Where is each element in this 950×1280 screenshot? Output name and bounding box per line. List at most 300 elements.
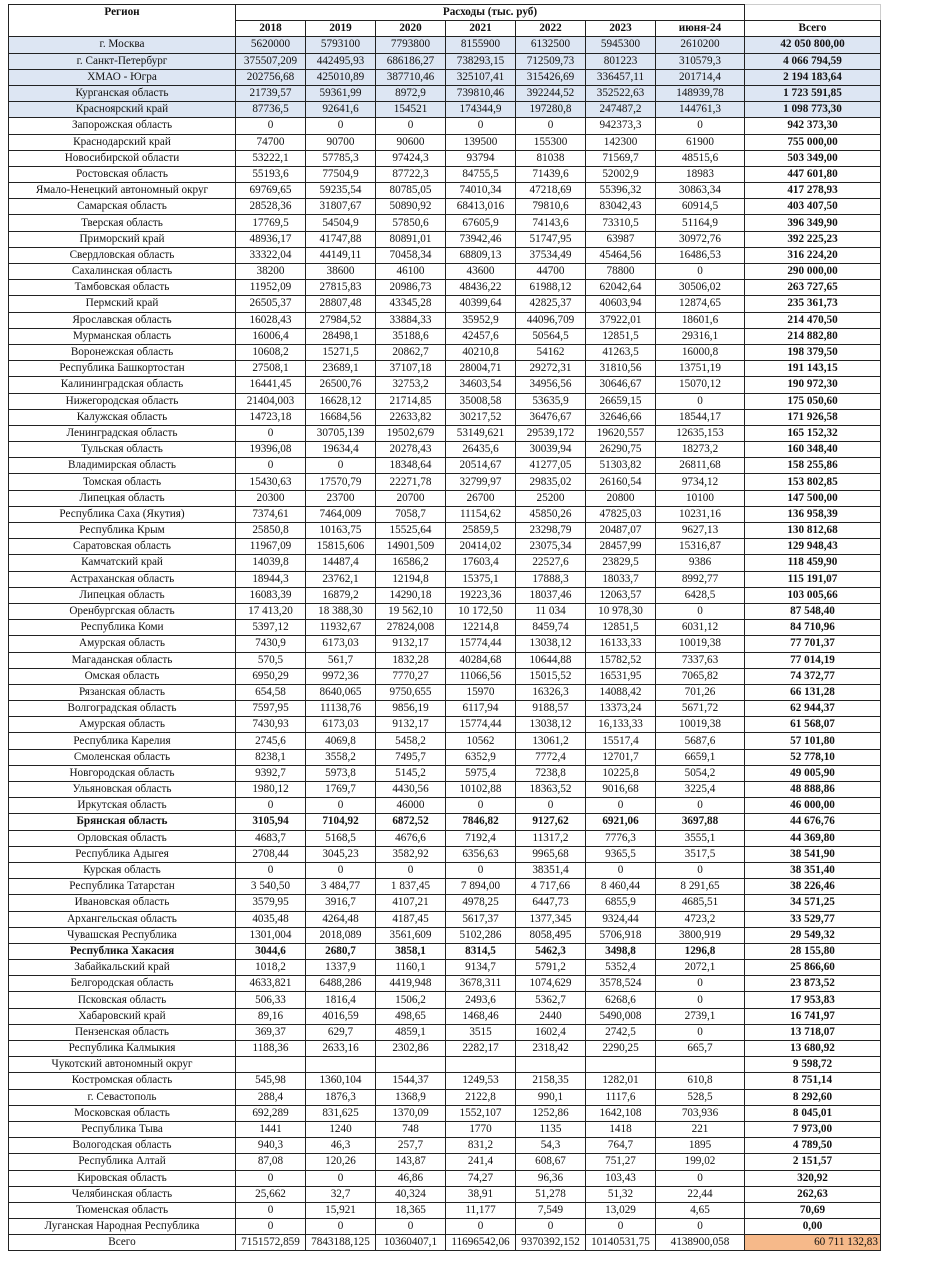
region-cell: Новосибирской области xyxy=(9,150,236,166)
region-cell: Ярославская область xyxy=(9,312,236,328)
value-cell: 81038 xyxy=(516,150,586,166)
value-cell: 40603,94 xyxy=(586,296,656,312)
value-cell: 6173,03 xyxy=(306,717,376,733)
value-cell: 13038,12 xyxy=(516,717,586,733)
summary-label: Всего xyxy=(9,1235,236,1251)
total-cell: 417 278,93 xyxy=(745,183,881,199)
value-cell: 48936,17 xyxy=(236,231,306,247)
value-cell: 831,2 xyxy=(446,1138,516,1154)
region-cell: Омская область xyxy=(9,668,236,684)
region-cell: Брянская область xyxy=(9,814,236,830)
value-cell: 3558,2 xyxy=(306,749,376,765)
region-cell: Приморский край xyxy=(9,231,236,247)
value-cell: 10019,38 xyxy=(656,717,745,733)
value-cell: 68809,13 xyxy=(446,247,516,263)
value-cell: 32753,2 xyxy=(376,377,446,393)
value-cell: 0 xyxy=(236,1202,306,1218)
value-cell: 6428,5 xyxy=(656,587,745,603)
value-cell: 12851,5 xyxy=(586,620,656,636)
value-cell: 16083,39 xyxy=(236,587,306,603)
value-cell: 44149,11 xyxy=(306,247,376,263)
region-cell: г. Москва xyxy=(9,37,236,53)
region-cell: Республика Саха (Якутия) xyxy=(9,506,236,522)
value-cell: 0 xyxy=(446,1219,516,1235)
total-cell: 49 005,90 xyxy=(745,765,881,781)
table-row xyxy=(9,1089,881,1105)
value-cell: 5490,008 xyxy=(586,1008,656,1024)
total-cell: 1 098 773,30 xyxy=(745,102,881,118)
value-cell: 4430,56 xyxy=(376,782,446,798)
value-cell: 1160,1 xyxy=(376,960,446,976)
value-cell: 4685,51 xyxy=(656,895,745,911)
value-cell: 16326,3 xyxy=(516,684,586,700)
value-cell: 608,67 xyxy=(516,1154,586,1170)
value-cell: 1360,104 xyxy=(306,1073,376,1089)
value-cell: 53635,9 xyxy=(516,393,586,409)
value-cell: 50564,5 xyxy=(516,328,586,344)
value-cell: 0 xyxy=(446,862,516,878)
total-cell: 8 045,01 xyxy=(745,1105,881,1121)
value-cell: 35188,6 xyxy=(376,328,446,344)
value-cell: 8155900 xyxy=(446,37,516,53)
value-cell: 990,1 xyxy=(516,1089,586,1105)
value-cell: 45464,56 xyxy=(586,247,656,263)
value-cell: 32799,97 xyxy=(446,474,516,490)
total-cell: 136 958,39 xyxy=(745,506,881,522)
table-row xyxy=(9,636,881,652)
total-cell: 942 373,30 xyxy=(745,118,881,134)
value-cell: 18,365 xyxy=(376,1202,446,1218)
value-cell: 0 xyxy=(656,264,745,280)
value-cell: 15815,606 xyxy=(306,539,376,555)
value-cell: 3517,5 xyxy=(656,846,745,862)
total-cell: 38 541,90 xyxy=(745,846,881,862)
value-cell: 87722,3 xyxy=(376,166,446,182)
value-cell: 30705,139 xyxy=(306,425,376,441)
table-row xyxy=(9,490,881,506)
value-cell: 2440 xyxy=(516,1008,586,1024)
value-cell: 7430,9 xyxy=(236,636,306,652)
value-cell: 84755,5 xyxy=(446,166,516,182)
table-row xyxy=(9,1170,881,1186)
value-cell: 570,5 xyxy=(236,652,306,668)
value-cell: 288,4 xyxy=(236,1089,306,1105)
table-row xyxy=(9,53,881,69)
region-cell: Республика Алтай xyxy=(9,1154,236,1170)
value-cell: 2302,86 xyxy=(376,1041,446,1057)
table-row xyxy=(9,506,881,522)
value-cell: 19502,679 xyxy=(376,425,446,441)
region-cell: Пермский край xyxy=(9,296,236,312)
value-cell: 3044,6 xyxy=(236,943,306,959)
table-row xyxy=(9,976,881,992)
value-cell: 8972,9 xyxy=(376,85,446,101)
value-cell: 10231,16 xyxy=(656,506,745,522)
value-cell: 1018,2 xyxy=(236,960,306,976)
value-cell: 50890,92 xyxy=(376,199,446,215)
table-row xyxy=(9,879,881,895)
total-cell: 34 571,25 xyxy=(745,895,881,911)
value-cell: 19223,36 xyxy=(446,587,516,603)
table-row xyxy=(9,571,881,587)
total-cell: 171 926,58 xyxy=(745,409,881,425)
total-cell: 29 549,32 xyxy=(745,927,881,943)
value-cell: 38,91 xyxy=(446,1186,516,1202)
value-cell: 392244,52 xyxy=(516,85,586,101)
value-cell: 5362,7 xyxy=(516,992,586,1008)
region-cell: Чувашская Республика xyxy=(9,927,236,943)
value-cell: 10225,8 xyxy=(586,765,656,781)
value-cell: 5671,72 xyxy=(656,701,745,717)
value-cell: 9132,17 xyxy=(376,636,446,652)
value-cell: 21714,85 xyxy=(376,393,446,409)
total-cell: 403 407,50 xyxy=(745,199,881,215)
value-cell: 7846,82 xyxy=(446,814,516,830)
value-cell: 63987 xyxy=(586,231,656,247)
value-cell: 4107,21 xyxy=(376,895,446,911)
value-cell: 18544,17 xyxy=(656,409,745,425)
table-row xyxy=(9,264,881,280)
region-cell: Республика Башкортостан xyxy=(9,361,236,377)
table-row xyxy=(9,442,881,458)
value-cell: 38351,4 xyxy=(516,862,586,878)
value-cell: 6488,286 xyxy=(306,976,376,992)
region-cell: Липецкая область xyxy=(9,490,236,506)
value-cell: 10102,88 xyxy=(446,782,516,798)
value-cell: 6117,94 xyxy=(446,701,516,717)
total-cell: 290 000,00 xyxy=(745,264,881,280)
table-row xyxy=(9,668,881,684)
value-cell: 31807,67 xyxy=(306,199,376,215)
total-cell: 4 789,50 xyxy=(745,1138,881,1154)
value-cell: 57785,3 xyxy=(306,150,376,166)
value-cell: 1468,46 xyxy=(446,1008,516,1024)
value-cell: 692,289 xyxy=(236,1105,306,1121)
value-cell: 1544,37 xyxy=(376,1073,446,1089)
region-cell: Новгородская область xyxy=(9,765,236,781)
value-cell: 0 xyxy=(376,1219,446,1235)
value-cell: 16531,95 xyxy=(586,668,656,684)
table-row xyxy=(9,344,881,360)
value-cell: 12701,7 xyxy=(586,749,656,765)
value-cell: 20986,73 xyxy=(376,280,446,296)
value-cell: 15430,63 xyxy=(236,474,306,490)
table-row xyxy=(9,1186,881,1202)
value-cell: 13751,19 xyxy=(656,361,745,377)
region-cell: Ленинградская область xyxy=(9,425,236,441)
summary-value-cell: 7151572,859 xyxy=(236,1235,306,1251)
value-cell: 6872,52 xyxy=(376,814,446,830)
total-cell: 755 000,00 xyxy=(745,134,881,150)
value-cell xyxy=(516,1057,586,1073)
value-cell: 87,08 xyxy=(236,1154,306,1170)
table-row xyxy=(9,183,881,199)
value-cell: 336457,11 xyxy=(586,69,656,85)
value-cell: 143,87 xyxy=(376,1154,446,1170)
value-cell: 26500,76 xyxy=(306,377,376,393)
value-cell: 78800 xyxy=(586,264,656,280)
total-cell: 48 888,86 xyxy=(745,782,881,798)
value-cell: 11154,62 xyxy=(446,506,516,522)
table-row xyxy=(9,782,881,798)
value-cell: 8238,1 xyxy=(236,749,306,765)
total-cell: 447 601,80 xyxy=(745,166,881,182)
region-cell: Воронежская область xyxy=(9,344,236,360)
total-cell: 0,00 xyxy=(745,1219,881,1235)
value-cell: 7337,63 xyxy=(656,652,745,668)
value-cell: 13,029 xyxy=(586,1202,656,1218)
table-row xyxy=(9,1057,881,1073)
table-row xyxy=(9,992,881,1008)
value-cell: 29272,31 xyxy=(516,361,586,377)
total-cell: 38 226,46 xyxy=(745,879,881,895)
value-cell: 71439,6 xyxy=(516,166,586,182)
region-header: Регион xyxy=(9,5,236,37)
value-cell: 7772,4 xyxy=(516,749,586,765)
value-cell: 44096,709 xyxy=(516,312,586,328)
value-cell: 257,7 xyxy=(376,1138,446,1154)
value-cell: 44700 xyxy=(516,264,586,280)
value-cell: 60914,5 xyxy=(656,199,745,215)
value-cell: 375507,209 xyxy=(236,53,306,69)
value-cell: 5102,286 xyxy=(446,927,516,943)
region-cell: Свердловская область xyxy=(9,247,236,263)
value-cell: 1642,108 xyxy=(586,1105,656,1121)
value-cell: 1980,12 xyxy=(236,782,306,798)
value-cell: 73310,5 xyxy=(586,215,656,231)
summary-value-cell: 11696542,06 xyxy=(446,1235,516,1251)
table-row xyxy=(9,943,881,959)
value-cell: 10100 xyxy=(656,490,745,506)
value-cell: 0 xyxy=(656,118,745,134)
value-cell: 3225,4 xyxy=(656,782,745,798)
value-cell: 0 xyxy=(586,862,656,878)
value-cell: 5145,2 xyxy=(376,765,446,781)
value-cell: 51164,9 xyxy=(656,215,745,231)
value-cell: 29835,02 xyxy=(516,474,586,490)
empty-header-cell xyxy=(745,5,881,21)
value-cell: 25859,5 xyxy=(446,523,516,539)
value-cell: 7430,93 xyxy=(236,717,306,733)
value-cell: 7495,7 xyxy=(376,749,446,765)
region-cell: Ямало-Ненецкий автономный округ xyxy=(9,183,236,199)
value-cell: 352522,63 xyxy=(586,85,656,101)
value-cell: 9965,68 xyxy=(516,846,586,862)
value-cell: 686186,27 xyxy=(376,53,446,69)
value-cell: 9386 xyxy=(656,555,745,571)
table-row xyxy=(9,393,881,409)
value-cell: 4859,1 xyxy=(376,1024,446,1040)
total-cell: 316 224,20 xyxy=(745,247,881,263)
value-cell xyxy=(236,1057,306,1073)
value-cell: 6659,1 xyxy=(656,749,745,765)
value-cell: 51,278 xyxy=(516,1186,586,1202)
value-cell: 739810,46 xyxy=(446,85,516,101)
value-cell: 32646,66 xyxy=(586,409,656,425)
value-cell: 0 xyxy=(586,798,656,814)
value-cell: 3800,919 xyxy=(656,927,745,943)
value-cell: 139500 xyxy=(446,134,516,150)
value-cell: 3498,8 xyxy=(586,943,656,959)
value-cell: 12851,5 xyxy=(586,328,656,344)
value-cell: 0 xyxy=(306,862,376,878)
value-cell: 221 xyxy=(656,1121,745,1137)
value-cell: 425010,89 xyxy=(306,69,376,85)
value-cell: 7 894,00 xyxy=(446,879,516,895)
value-cell: 0 xyxy=(236,118,306,134)
total-cell: 28 155,80 xyxy=(745,943,881,959)
region-cell: Амурская область xyxy=(9,636,236,652)
region-cell: Ростовская область xyxy=(9,166,236,182)
value-cell: 2610200 xyxy=(656,37,745,53)
value-cell: 93794 xyxy=(446,150,516,166)
value-cell: 74,27 xyxy=(446,1170,516,1186)
value-cell: 0 xyxy=(306,118,376,134)
value-cell: 1188,36 xyxy=(236,1041,306,1057)
total-cell: 503 349,00 xyxy=(745,150,881,166)
value-cell: 202756,68 xyxy=(236,69,306,85)
value-cell: 12874,65 xyxy=(656,296,745,312)
table-row xyxy=(9,927,881,943)
value-cell xyxy=(446,1057,516,1073)
value-cell: 10019,38 xyxy=(656,636,745,652)
value-cell: 5168,5 xyxy=(306,830,376,846)
value-cell: 9734,12 xyxy=(656,474,745,490)
value-cell: 1337,9 xyxy=(306,960,376,976)
value-cell: 3555,1 xyxy=(656,830,745,846)
region-cell: Вологодская область xyxy=(9,1138,236,1154)
table-row xyxy=(9,765,881,781)
table-row xyxy=(9,199,881,215)
table-row xyxy=(9,749,881,765)
value-cell: 10644,88 xyxy=(516,652,586,668)
value-cell: 20414,02 xyxy=(446,539,516,555)
value-cell: 23700 xyxy=(306,490,376,506)
value-cell: 0 xyxy=(656,862,745,878)
value-cell: 41747,88 xyxy=(306,231,376,247)
value-cell: 23298,79 xyxy=(516,523,586,539)
total-cell: 392 225,23 xyxy=(745,231,881,247)
value-cell: 74143,6 xyxy=(516,215,586,231)
value-cell: 7,549 xyxy=(516,1202,586,1218)
region-cell: Республика Адыгея xyxy=(9,846,236,862)
summary-value-cell: 9370392,152 xyxy=(516,1235,586,1251)
value-cell: 22,44 xyxy=(656,1186,745,1202)
total-cell: 4 066 794,59 xyxy=(745,53,881,69)
value-cell: 23762,1 xyxy=(306,571,376,587)
region-cell: ХМАО - Югра xyxy=(9,69,236,85)
value-cell: 13061,2 xyxy=(516,733,586,749)
region-cell: Магаданская область xyxy=(9,652,236,668)
table-row xyxy=(9,862,881,878)
value-cell: 11967,09 xyxy=(236,539,306,555)
value-cell: 51,32 xyxy=(586,1186,656,1202)
value-cell: 4978,25 xyxy=(446,895,516,911)
value-cell: 43345,28 xyxy=(376,296,446,312)
expenses-table xyxy=(8,4,881,1251)
value-cell: 387710,46 xyxy=(376,69,446,85)
value-cell: 30972,76 xyxy=(656,231,745,247)
value-cell: 54162 xyxy=(516,344,586,360)
value-cell: 12194,8 xyxy=(376,571,446,587)
value-cell: 4683,7 xyxy=(236,830,306,846)
value-cell: 11 034 xyxy=(516,603,586,619)
value-cell: 46000 xyxy=(376,798,446,814)
total-cell: 38 351,40 xyxy=(745,862,881,878)
total-cell: 87 548,40 xyxy=(745,603,881,619)
table-row xyxy=(9,377,881,393)
value-cell: 701,26 xyxy=(656,684,745,700)
value-cell: 0 xyxy=(516,798,586,814)
value-cell: 748 xyxy=(376,1121,446,1137)
value-cell: 80891,01 xyxy=(376,231,446,247)
value-cell: 4035,48 xyxy=(236,911,306,927)
value-cell: 27508,1 xyxy=(236,361,306,377)
value-cell: 1296,8 xyxy=(656,943,745,959)
value-cell: 77504,9 xyxy=(306,166,376,182)
value-cell: 29539,172 xyxy=(516,425,586,441)
value-cell: 1117,6 xyxy=(586,1089,656,1105)
value-cell: 0 xyxy=(446,798,516,814)
value-cell: 35008,58 xyxy=(446,393,516,409)
total-cell: 13 718,07 xyxy=(745,1024,881,1040)
value-cell: 0 xyxy=(586,1219,656,1235)
value-cell: 6132500 xyxy=(516,37,586,53)
value-cell: 0 xyxy=(656,992,745,1008)
total-cell: 153 802,85 xyxy=(745,474,881,490)
value-cell: 174344,9 xyxy=(446,102,516,118)
value-cell: 1370,09 xyxy=(376,1105,446,1121)
value-cell: 47825,03 xyxy=(586,506,656,522)
table-row xyxy=(9,102,881,118)
value-cell: 4016,59 xyxy=(306,1008,376,1024)
value-cell: 5054,2 xyxy=(656,765,745,781)
value-cell: 545,98 xyxy=(236,1073,306,1089)
value-cell: 69769,65 xyxy=(236,183,306,199)
region-cell: Ивановская область xyxy=(9,895,236,911)
total-cell: 147 500,00 xyxy=(745,490,881,506)
value-cell: 3105,94 xyxy=(236,814,306,830)
value-cell: 148939,78 xyxy=(656,85,745,101)
value-cell: 9972,36 xyxy=(306,668,376,684)
region-cell: Белгородская область xyxy=(9,976,236,992)
region-cell: Оренбургская область xyxy=(9,603,236,619)
value-cell: 23689,1 xyxy=(306,361,376,377)
region-cell: Амурская область xyxy=(9,717,236,733)
value-cell: 15782,52 xyxy=(586,652,656,668)
table-row xyxy=(9,312,881,328)
region-cell: Республика Тыва xyxy=(9,1121,236,1137)
value-cell: 18348,64 xyxy=(376,458,446,474)
value-cell: 37534,49 xyxy=(516,247,586,263)
value-cell: 14487,4 xyxy=(306,555,376,571)
total-cell: 33 529,77 xyxy=(745,911,881,927)
value-cell: 801223 xyxy=(586,53,656,69)
total-cell: 129 948,43 xyxy=(745,539,881,555)
value-cell: 1249,53 xyxy=(446,1073,516,1089)
year-header: 2018 xyxy=(236,21,306,37)
value-cell: 4,65 xyxy=(656,1202,745,1218)
value-cell: 1135 xyxy=(516,1121,586,1137)
value-cell: 21739,57 xyxy=(236,85,306,101)
region-cell: Хабаровский край xyxy=(9,1008,236,1024)
value-cell: 55193,6 xyxy=(236,166,306,182)
value-cell: 3561,609 xyxy=(376,927,446,943)
value-cell: 83042,43 xyxy=(586,199,656,215)
value-cell: 16879,2 xyxy=(306,587,376,603)
table-row xyxy=(9,798,881,814)
table-row xyxy=(9,409,881,425)
